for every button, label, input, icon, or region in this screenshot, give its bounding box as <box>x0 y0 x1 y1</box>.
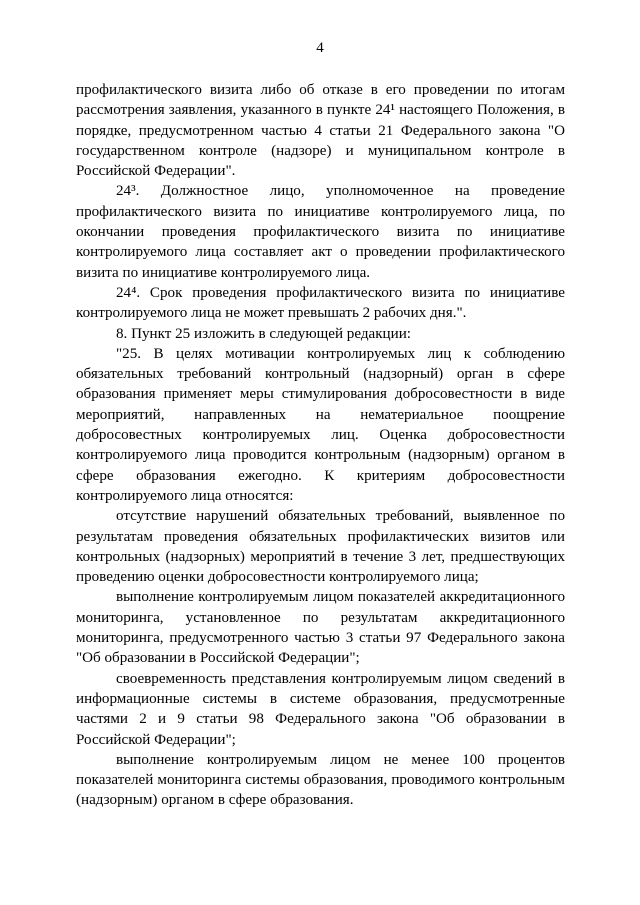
paragraph-item-8: 8. Пункт 25 изложить в следующей редакции: <box>116 325 411 342</box>
paragraph-24-3: 24³. Должностное лицо, уполномоченное на проведение профилактического визита по инициативе контролируемого лица, по окончании проведения профилактического визита по инициативе контролируемого лица составляет акт о проведении профилактического визита по инициативе контролируемого лица. <box>76 183 565 281</box>
paragraph-25: "25. В целях мотивации контролируемых лиц к соблюдению обязательных требований контрольный (надзорный) орган в сфере образования применяет меры стимулирования добросовестности в виде мероприятий, направленных на нематериальное поощрение добросовестных контролируемых лиц. Оценка добросовестности контролируемого лица проводится контрольным (надзорным) органом в сфере образования ежегодно. К критериям добросовестности контролируемого лица относятся: <box>76 345 565 504</box>
criterion-accreditation-monitoring: выполнение контролируемым лицом показателей аккредитационного мониторинга, установленное по результатам аккредитационного мониторинга, предусмотренного частью 3 статьи 97 Федерального закона "Об образовании в Российской Федерации"; <box>76 589 565 667</box>
paragraph-24-4: 24⁴. Срок проведения профилактического визита по инициативе контролируемого лица не может превышать 2 рабочих дня.". <box>76 284 565 322</box>
criterion-information-systems: своевременность представления контролируемым лицом сведений в информационные системы в системе образования, предусмотренные частями 2 и 9 статьи 98 Федерального закона "Об образовании в Российской Федерации"; <box>76 670 565 748</box>
criterion-monitoring-indicators: выполнение контролируемым лицом не менее 100 процентов показателей мониторинга системы образования, проводимого контрольным (надзорным) органом в сфере образования. <box>76 751 565 809</box>
document-body <box>76 80 565 811</box>
paragraph-continuation: профилактического визита либо об отказе в его проведении по итогам рассмотрения заявления, указанного в пункте 24¹ настоящего Положения, в порядке, предусмотренном частью 4 статьи 21 Федерального закона "О государственном контроле (надзоре) и муниципальном контроле в Российской Федерации". <box>76 82 565 180</box>
criterion-no-violations: отсутствие нарушений обязательных требований, выявленное по результатам проведения обязательных профилактических визитов или контрольных (надзорных) мероприятий в течение 3 лет, предшествующих проведению оценки добросовестности контролируемого лица; <box>76 508 565 586</box>
page-number: 4 <box>316 40 324 56</box>
